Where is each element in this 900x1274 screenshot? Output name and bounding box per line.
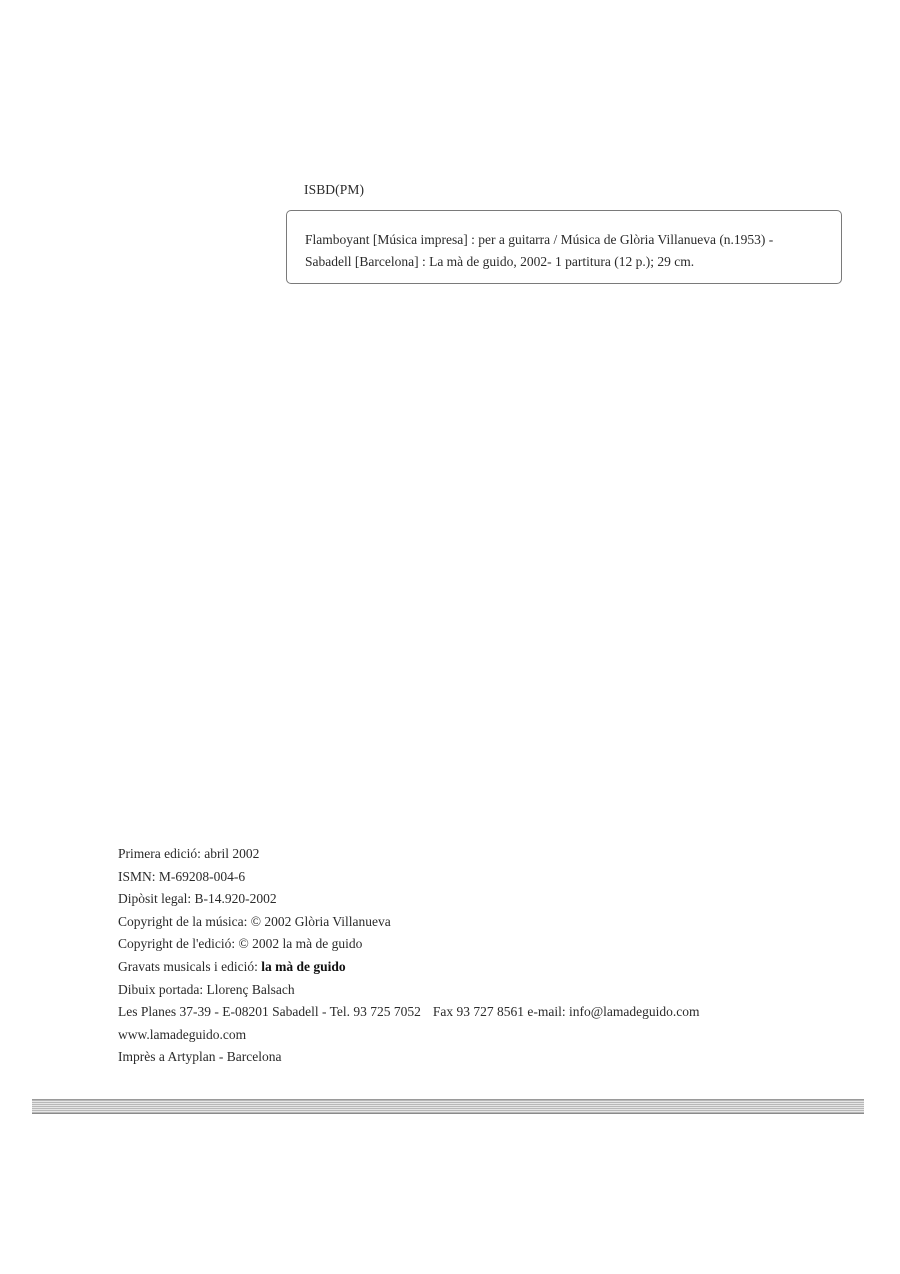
legal-deposit: Dipòsit legal: B-14.920-2002: [118, 891, 277, 907]
isbd-heading: ISBD(PM): [304, 182, 365, 197]
footer-rule: [32, 1099, 864, 1114]
isbd-record-box: [286, 210, 842, 284]
engraving-credit: [118, 956, 700, 979]
contact-line: [118, 1001, 700, 1024]
edition-copyright: Copyright de l'edició: © 2002 la mà de guido: [118, 936, 363, 952]
fax-email: Fax 93 727 8561 e-mail: info@lamadeguido.com: [432, 1004, 700, 1020]
first-edition: Primera edició: abril 2002: [118, 846, 260, 861]
address: Les Planes 37-39 - E-08201 Sabadell - Tel. 93 725 7052: [118, 1004, 421, 1020]
isbd-record-line-2: Sabadell [Barcelona] : La mà de guido, 2002- 1 partitura (12 p.); 29 cm.: [305, 254, 695, 269]
engraving-label: Gravats musicals i edició:: [118, 958, 262, 974]
colophon: [118, 843, 700, 1069]
website: www.lamadeguido.com: [118, 1026, 247, 1042]
isbd-record-line-1: Flamboyant [Música impresa] : per a guitarra / Música de Glòria Villanueva (n.1953) -: [305, 232, 774, 247]
music-copyright: Copyright de la música: © 2002 Glòria Villanueva: [118, 913, 391, 929]
ismn: ISMN: M-69208-004-6: [118, 868, 246, 884]
publisher-name: la mà de guido: [261, 958, 346, 974]
printer: Imprès a Artyplan - Barcelona: [118, 1049, 282, 1065]
cover-drawing-credit: Dibuix portada: Llorenç Balsach: [118, 981, 295, 997]
